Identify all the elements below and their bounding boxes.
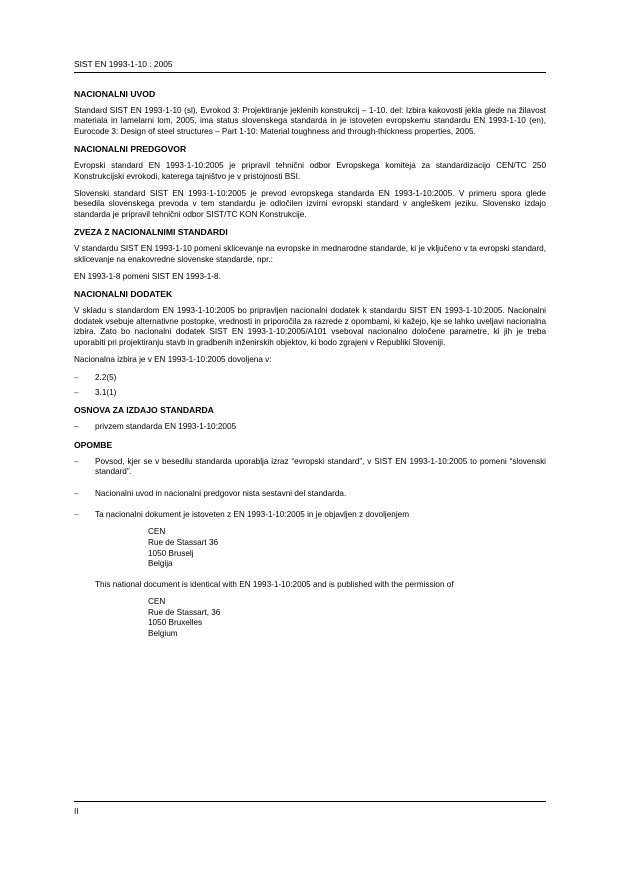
list-item	[74, 388, 546, 398]
address-line: Belgium	[148, 628, 178, 638]
basis-list	[74, 422, 546, 432]
list-item-text: 3.1(1)	[95, 387, 117, 397]
footer-rule	[74, 801, 546, 802]
document-body	[74, 89, 546, 650]
paragraph: Slovenski standard SIST EN 1993-1-10:2005 je prevod evropskega standarda EN 1993-1-10:2005. V primeru spora glede besedila slovenskega prevoda v tem standardu je odločilen izvirni evropski standard v angleškem jeziku. Slovensko izdajo standarda je pripravil tehnični odbor SIST/TC KON Konstrukcije.	[74, 189, 546, 219]
clause-list	[74, 373, 546, 399]
page-number: II	[74, 806, 79, 816]
notes-list	[74, 457, 546, 521]
paragraph: Evropski standard EN 1993-1-10:2005 je pripravil tehnični odbor Evropskega komiteja za standardizacijo CEN/TC 250 Konstrukcijski evrokodi, katerega tajništvo je v pristojnosti BSI.	[74, 161, 546, 181]
address-block-sl	[148, 527, 546, 569]
paragraph: V standardu SIST EN 1993-1-10 pomeni sklicevanje na evropske in mednarodne standarde, ki je vključeno v ta evropski standard, sklicevanje na enakovredne slovenske standarde, npr.:	[74, 244, 546, 264]
dash-marker: –	[74, 372, 79, 382]
section-title: NACIONALNI DODATEK	[74, 289, 173, 300]
section-nacionalni-uvod	[74, 89, 546, 137]
paragraph: V skladu s standardom EN 1993-1-10:2005 bo pripravljen nacionalni dodatek k standardu SIST EN 1993-1-10:2005. Nacionalni dodatek vsebuje alternativne postopke, vrednosti in priporočila za razrede z opombami, ki kažejo, kje se lahko uveljavi nacionalna izbira. Zato bo nacionalni dodatek SIST EN 1993-1-10:2005/A101 vseboval nacionalno določene parametre, ki jih je treba uporabiti pri projektiranju stavb in gradbenih inženirskih objektov, ki bodo zgrajeni v Republiki Sloveniji.	[74, 306, 546, 347]
dash-marker: –	[74, 456, 79, 466]
section-title: NACIONALNI PREDGOVOR	[74, 144, 187, 155]
list-item-text: Ta nacionalni dokument je istoveten z EN 1993-1-10:2005 in je objavljen z dovoljenjem	[95, 509, 410, 519]
english-note: This national document is identical with EN 1993-1-10:2005 and is published with the permission of	[95, 579, 454, 589]
section-title: OPOMBE	[74, 439, 113, 450]
address-line: Belgija	[148, 559, 173, 569]
running-header: SIST EN 1993-1-10 : 2005	[74, 59, 173, 69]
address-line: 1050 Bruselj	[148, 548, 194, 558]
address-block-en	[148, 597, 546, 639]
paragraph: EN 1993-1-8 pomeni SIST EN 1993-1-8.	[74, 272, 221, 282]
section-nacionalni-predgovor	[74, 144, 546, 220]
address-line: CEN	[148, 527, 166, 537]
list-item-text: privzem standarda EN 1993-1-10:2005	[95, 422, 237, 432]
list-item	[74, 457, 546, 478]
list-item-text: Povsod, kjer se v besedilu standarda uporablja izraz “evropski standard”, v SIST EN 1993-1-10:2005 to pomeni “slovenski standard”.	[95, 456, 546, 477]
section-title: NACIONALNI UVOD	[74, 89, 156, 99]
section-title: ZVEZA Z NACIONALNIMI STANDARDI	[74, 227, 228, 238]
address-line: 1050 Bruxelles	[148, 618, 203, 628]
address-line: CEN	[148, 597, 166, 607]
list-item	[74, 510, 546, 520]
list-item	[74, 489, 546, 499]
section-title: OSNOVA ZA IZDAJO STANDARDA	[74, 405, 214, 416]
section-opombe	[74, 440, 546, 640]
dash-marker: –	[74, 509, 79, 519]
section-osnova	[74, 405, 546, 432]
address-line: Rue de Stassart 36	[148, 537, 219, 547]
section-zveza	[74, 227, 546, 282]
list-item	[74, 373, 546, 383]
section-nacionalni-dodatek	[74, 289, 546, 398]
dash-marker: –	[74, 488, 79, 498]
dash-marker: –	[74, 422, 79, 432]
dash-marker: –	[74, 387, 79, 397]
address-line: Rue de Stassart, 36	[148, 607, 221, 617]
list-item	[74, 422, 546, 432]
paragraph: Standard SIST EN 1993-1-10 (sl), Evrokod 3: Projektiranje jeklenih konstrukcij – 1-10. del: Izbira kakovosti jekla glede na žilavost materiala in lamelarni lom, 2005, ima status slovenskega standarda in je istoveten evropskemu standardu EN 1993-1-10 (en), Eurocode 3: Design of steel structures – Part 1-10: Material toughness and through-thickness properties, 2005.	[74, 106, 546, 136]
paragraph: Nacionalna izbira je v EN 1993-1-10:2005 dovoljena v:	[74, 355, 272, 365]
list-item-text: 2.2(5)	[95, 372, 117, 382]
list-item-text: Nacionalni uvod in nacionalni predgovor nista sestavni del standarda.	[95, 488, 347, 498]
header-rule	[74, 72, 546, 73]
